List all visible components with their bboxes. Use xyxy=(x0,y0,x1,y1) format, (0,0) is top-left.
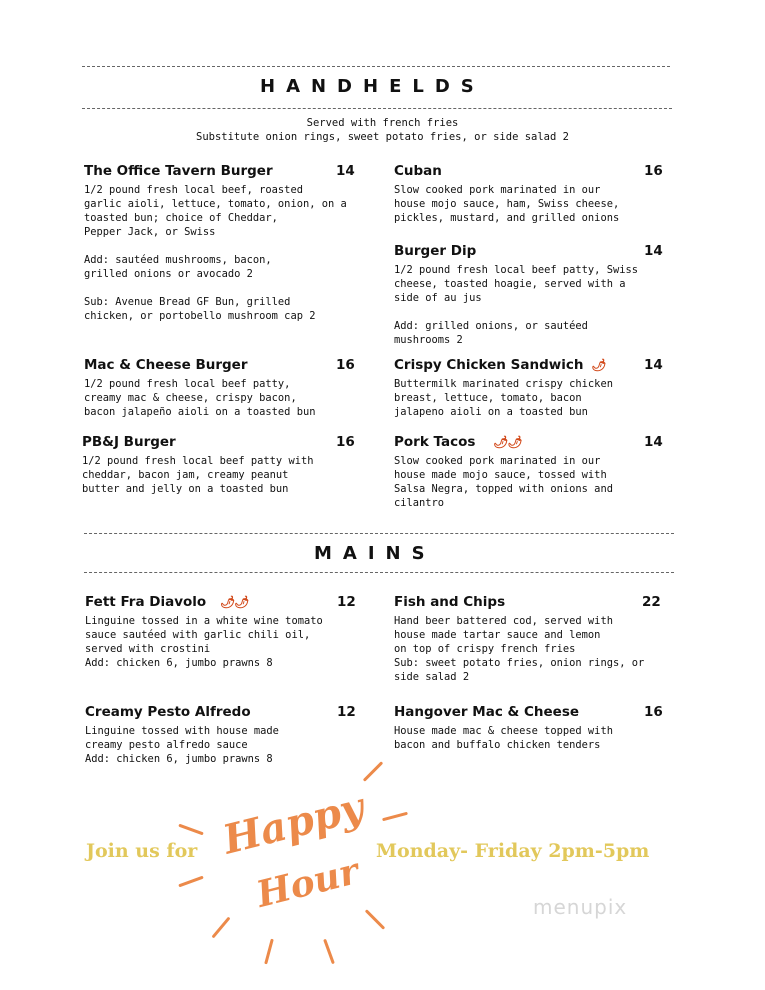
chili-pepper-icon: 🌶🌶 xyxy=(220,595,249,609)
menu-item xyxy=(394,704,666,752)
item-price: 14 xyxy=(644,357,663,373)
happy-hour-days-text: Monday- Friday 2pm-5pm xyxy=(376,840,650,862)
chili-pepper-icon: 🌶 xyxy=(591,358,606,372)
sunburst-ray xyxy=(211,917,230,939)
top-rule xyxy=(82,66,670,67)
sunburst-ray xyxy=(178,876,203,888)
happy-hour-word-happy: Happy xyxy=(218,783,369,864)
happy-hour-word-hour: Hour xyxy=(252,850,363,916)
menu-item xyxy=(84,163,359,323)
item-price: 14 xyxy=(336,163,355,179)
item-name: Creamy Pesto Alfredo xyxy=(85,704,251,720)
item-desc: Slow cooked pork marinated in our house mojo sauce, ham, Swiss cheese, pickles, mustard, and grilled onions xyxy=(394,184,620,224)
menu-item xyxy=(85,704,355,766)
item-price: 16 xyxy=(336,434,355,450)
mains-rule xyxy=(84,572,674,573)
sunburst-ray xyxy=(365,909,386,930)
item-desc: 1/2 pound fresh local beef, roasted garlic aioli, lettuce, tomato, onion, on a toasted bun; choice of Cheddar, Pepper Jack, or Swiss Add: sautéed mushrooms, bacon, grilled onions or avocado 2 Sub: Avenue Bread GF Bun, grilled chicken, or portobello mushroom cap 2 xyxy=(84,184,347,322)
item-desc: Buttermilk marinated crispy chicken breast, lettuce, tomato, bacon jalapeno aioli on a toasted bun xyxy=(394,378,613,418)
menu-item xyxy=(394,434,666,510)
section-title-mains: MAINS xyxy=(314,543,436,564)
menu-item xyxy=(394,163,666,225)
handhelds-note-1: Served with french fries xyxy=(306,117,459,129)
mains-top-rule xyxy=(84,533,674,534)
item-desc: Slow cooked pork marinated in our house made mojo sauce, tossed with Salsa Negra, topped with onions and cilantro xyxy=(394,455,613,509)
chili-pepper-icon: 🌶🌶 xyxy=(493,435,522,449)
item-price: 12 xyxy=(337,594,356,610)
item-desc: 1/2 pound fresh local beef patty, Swiss cheese, toasted hoagie, served with a side of au jus Add: grilled onions, or sautéed mushrooms 2 xyxy=(394,264,638,346)
menu-item xyxy=(82,434,359,496)
item-name: Pork Tacos xyxy=(394,434,476,450)
item-price: 22 xyxy=(642,594,661,610)
item-name: Mac & Cheese Burger xyxy=(84,357,248,373)
section-title-handhelds: HANDHELDS xyxy=(260,76,485,97)
sunburst-ray xyxy=(178,824,203,836)
item-price: 14 xyxy=(644,434,663,450)
menu-item xyxy=(85,594,355,670)
menu-item xyxy=(394,243,666,347)
menu-item xyxy=(394,357,666,419)
sunburst-ray xyxy=(323,939,335,964)
sunburst-ray xyxy=(382,812,408,822)
item-name: Fett Fra Diavolo xyxy=(85,594,207,610)
item-price: 12 xyxy=(337,704,356,720)
sunburst-ray xyxy=(264,939,274,965)
item-name: Crispy Chicken Sandwich xyxy=(394,357,584,373)
item-price: 16 xyxy=(336,357,355,373)
item-name: Burger Dip xyxy=(394,243,477,259)
item-name: Fish and Chips xyxy=(394,594,506,610)
item-name: The Office Tavern Burger xyxy=(84,163,273,179)
handhelds-rule xyxy=(82,108,672,109)
item-price: 16 xyxy=(644,704,663,720)
item-desc: House made mac & cheese topped with bacon and buffalo chicken tenders xyxy=(394,725,613,751)
menu-item xyxy=(394,594,666,684)
sunburst-ray xyxy=(363,761,384,782)
menu-item xyxy=(84,357,359,419)
item-desc: Linguine tossed with house made creamy pesto alfredo sauce Add: chicken 6, jumbo prawns 8 xyxy=(85,725,279,765)
item-name: PB&J Burger xyxy=(82,434,176,450)
item-desc: 1/2 pound fresh local beef patty with cheddar, bacon jam, creamy peanut butter and jelly on a toasted bun xyxy=(82,455,314,495)
item-price: 16 xyxy=(644,163,663,179)
happy-hour-join-text: Join us for xyxy=(86,840,198,862)
item-name: Cuban xyxy=(394,163,442,179)
item-price: 14 xyxy=(644,243,663,259)
item-desc: 1/2 pound fresh local beef patty, creamy mac & cheese, crispy bacon, bacon jalapeño aioli on a toasted bun xyxy=(84,378,316,418)
item-name: Hangover Mac & Cheese xyxy=(394,704,580,720)
item-desc: Hand beer battered cod, served with house made tartar sauce and lemon on top of crispy french fries Sub: sweet potato fries, onion rings, or side salad 2 xyxy=(394,615,645,683)
watermark-logo: menupix xyxy=(533,895,628,919)
item-desc: Linguine tossed in a white wine tomato sauce sautéed with garlic chili oil, served with crostini Add: chicken 6, jumbo prawns 8 xyxy=(85,615,323,669)
handhelds-note-2: Substitute onion rings, sweet potato fries, or side salad 2 xyxy=(196,131,569,143)
